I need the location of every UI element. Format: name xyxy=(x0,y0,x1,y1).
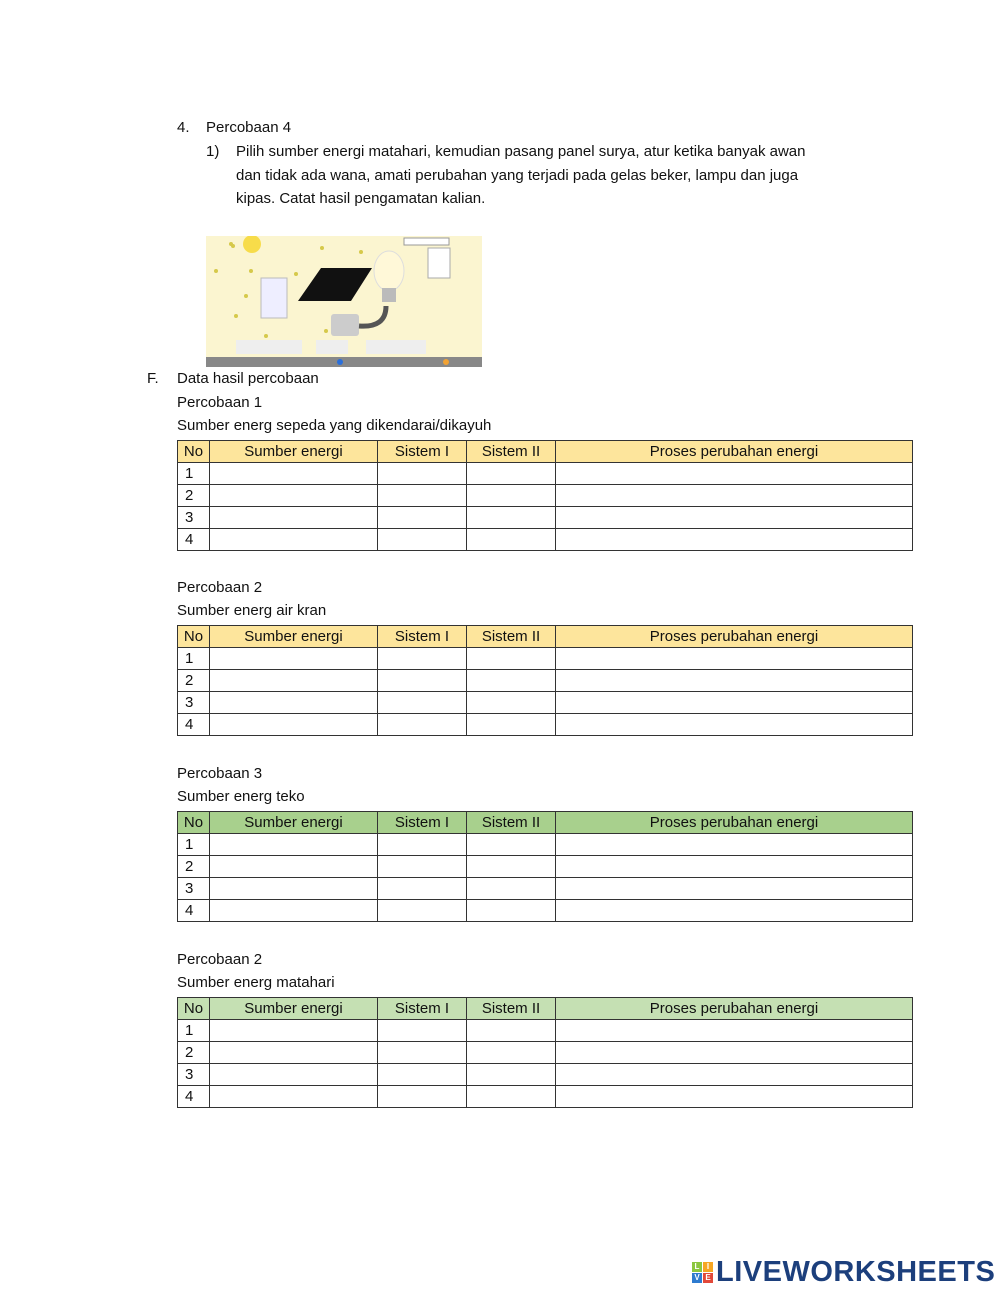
row-number: 1 xyxy=(178,1020,210,1042)
experiment-title: Percobaan 1 xyxy=(177,394,263,411)
result-table xyxy=(177,811,913,922)
table-row xyxy=(178,670,913,692)
table-cell[interactable] xyxy=(556,485,913,507)
column-header: Sumber energi xyxy=(210,812,378,834)
experiment-subtitle: Sumber energ matahari xyxy=(177,974,335,991)
row-number: 3 xyxy=(178,1064,210,1086)
row-number: 3 xyxy=(178,507,210,529)
column-header: Proses perubahan energi xyxy=(556,812,913,834)
table-cell[interactable] xyxy=(556,834,913,856)
table-header-row xyxy=(178,441,913,463)
experiment-title: Percobaan 2 xyxy=(177,579,263,596)
table-cell[interactable] xyxy=(467,692,556,714)
table-cell[interactable] xyxy=(210,1086,378,1108)
table-cell[interactable] xyxy=(378,834,467,856)
table-cell[interactable] xyxy=(467,1086,556,1108)
row-number: 2 xyxy=(178,1042,210,1064)
table-cell[interactable] xyxy=(378,1020,467,1042)
table-cell[interactable] xyxy=(467,878,556,900)
table-cell[interactable] xyxy=(556,1042,913,1064)
table-cell[interactable] xyxy=(378,900,467,922)
table-cell[interactable] xyxy=(378,878,467,900)
column-header: Sistem I xyxy=(378,441,467,463)
table-cell[interactable] xyxy=(378,529,467,551)
column-header: Sumber energi xyxy=(210,998,378,1020)
step-line: dan tidak ada wana, amati perubahan yang terjadi pada gelas beker, lampu dan juga xyxy=(236,167,799,184)
table-cell[interactable] xyxy=(210,1042,378,1064)
table-cell[interactable] xyxy=(210,1020,378,1042)
result-table xyxy=(177,440,913,551)
column-header: Sistem II xyxy=(467,998,556,1020)
section-letter: F. xyxy=(147,370,159,387)
column-header: No xyxy=(178,812,210,834)
column-header: Sistem II xyxy=(467,441,556,463)
table-cell[interactable] xyxy=(210,900,378,922)
table-cell[interactable] xyxy=(467,856,556,878)
row-number: 2 xyxy=(178,670,210,692)
column-header: Sistem II xyxy=(467,812,556,834)
table-cell[interactable] xyxy=(378,1086,467,1108)
step-line: kipas. Catat hasil pengamatan kalian. xyxy=(236,190,486,207)
table-cell[interactable] xyxy=(556,648,913,670)
table-row xyxy=(178,714,913,736)
table-cell[interactable] xyxy=(378,856,467,878)
table-row xyxy=(178,692,913,714)
column-header: Sistem I xyxy=(378,998,467,1020)
table-cell[interactable] xyxy=(467,714,556,736)
table-cell[interactable] xyxy=(467,670,556,692)
row-number: 4 xyxy=(178,1086,210,1108)
table-cell[interactable] xyxy=(378,507,467,529)
table-cell[interactable] xyxy=(556,529,913,551)
section-title: Percobaan 4 xyxy=(206,119,292,136)
table-cell[interactable] xyxy=(467,1020,556,1042)
column-header: Sistem I xyxy=(378,812,467,834)
liveworksheets-logo xyxy=(692,1256,995,1289)
table-cell[interactable] xyxy=(210,834,378,856)
solar-panel-simulation-image xyxy=(206,236,482,367)
experiment-subtitle: Sumber energ air kran xyxy=(177,602,327,619)
table-row xyxy=(178,834,913,856)
table-header-row xyxy=(178,626,913,648)
table-row xyxy=(178,463,913,485)
table-cell[interactable] xyxy=(210,670,378,692)
table-cell[interactable] xyxy=(467,507,556,529)
table-row xyxy=(178,1020,913,1042)
table-row xyxy=(178,878,913,900)
row-number: 3 xyxy=(178,692,210,714)
experiment-subtitle: Sumber energ sepeda yang dikendarai/dikayuh xyxy=(177,417,492,434)
table-header-row xyxy=(178,998,913,1020)
table-cell[interactable] xyxy=(556,507,913,529)
table-cell[interactable] xyxy=(210,529,378,551)
experiment-subtitle: Sumber energ teko xyxy=(177,788,305,805)
column-header: Sumber energi xyxy=(210,626,378,648)
table-cell[interactable] xyxy=(378,670,467,692)
table-cell[interactable] xyxy=(556,1086,913,1108)
table-cell[interactable] xyxy=(556,856,913,878)
table-cell[interactable] xyxy=(556,1064,913,1086)
table-cell[interactable] xyxy=(467,485,556,507)
table-cell[interactable] xyxy=(210,507,378,529)
table-cell[interactable] xyxy=(556,670,913,692)
table-cell[interactable] xyxy=(467,900,556,922)
table-row xyxy=(178,1086,913,1108)
table-cell[interactable] xyxy=(378,714,467,736)
item-number: 4. xyxy=(177,119,190,136)
table-cell[interactable] xyxy=(210,648,378,670)
table-header-row xyxy=(178,812,913,834)
column-header: Proses perubahan energi xyxy=(556,441,913,463)
row-number: 4 xyxy=(178,714,210,736)
table-cell[interactable] xyxy=(467,834,556,856)
table-cell[interactable] xyxy=(467,1064,556,1086)
experiment-title: Percobaan 2 xyxy=(177,951,263,968)
table-cell[interactable] xyxy=(378,463,467,485)
table-cell[interactable] xyxy=(556,692,913,714)
row-number: 1 xyxy=(178,648,210,670)
column-header: Sumber energi xyxy=(210,441,378,463)
table-cell[interactable] xyxy=(378,692,467,714)
table-cell[interactable] xyxy=(467,463,556,485)
table-cell[interactable] xyxy=(210,463,378,485)
step-number: 1) xyxy=(206,143,220,160)
table-cell[interactable] xyxy=(210,714,378,736)
row-number: 1 xyxy=(178,834,210,856)
column-header: Sistem I xyxy=(378,626,467,648)
section-title: Data hasil percobaan xyxy=(177,370,319,387)
table-row xyxy=(178,648,913,670)
logo-text: LIVEWORKSHEETS xyxy=(716,1256,996,1288)
column-header: No xyxy=(178,441,210,463)
table-cell[interactable] xyxy=(556,1020,913,1042)
table-cell[interactable] xyxy=(556,714,913,736)
table-cell[interactable] xyxy=(378,485,467,507)
table-cell[interactable] xyxy=(378,1064,467,1086)
table-row xyxy=(178,900,913,922)
table-cell[interactable] xyxy=(556,900,913,922)
table-cell[interactable] xyxy=(210,878,378,900)
row-number: 2 xyxy=(178,485,210,507)
table-cell[interactable] xyxy=(210,1064,378,1086)
table-row xyxy=(178,507,913,529)
table-cell[interactable] xyxy=(556,463,913,485)
table-cell[interactable] xyxy=(378,1042,467,1064)
result-table xyxy=(177,997,913,1108)
logo-icon: L I V E xyxy=(692,1262,713,1283)
column-header: Proses perubahan energi xyxy=(556,626,913,648)
column-header: Proses perubahan energi xyxy=(556,998,913,1020)
table-cell[interactable] xyxy=(210,856,378,878)
table-row xyxy=(178,1064,913,1086)
row-number: 2 xyxy=(178,856,210,878)
table-cell[interactable] xyxy=(378,648,467,670)
experiment-title: Percobaan 3 xyxy=(177,765,263,782)
row-number: 4 xyxy=(178,900,210,922)
table-row xyxy=(178,529,913,551)
table-row xyxy=(178,485,913,507)
table-cell[interactable] xyxy=(467,648,556,670)
step-line: Pilih sumber energi matahari, kemudian pasang panel surya, atur ketika banyak awan xyxy=(236,143,806,160)
table-row xyxy=(178,856,913,878)
table-cell[interactable] xyxy=(467,529,556,551)
row-number: 4 xyxy=(178,529,210,551)
row-number: 3 xyxy=(178,878,210,900)
column-header: Sistem II xyxy=(467,626,556,648)
result-table xyxy=(177,625,913,736)
table-cell[interactable] xyxy=(556,878,913,900)
table-cell[interactable] xyxy=(467,1042,556,1064)
row-number: 1 xyxy=(178,463,210,485)
column-header: No xyxy=(178,998,210,1020)
table-row xyxy=(178,1042,913,1064)
table-cell[interactable] xyxy=(210,692,378,714)
column-header: No xyxy=(178,626,210,648)
table-cell[interactable] xyxy=(210,485,378,507)
